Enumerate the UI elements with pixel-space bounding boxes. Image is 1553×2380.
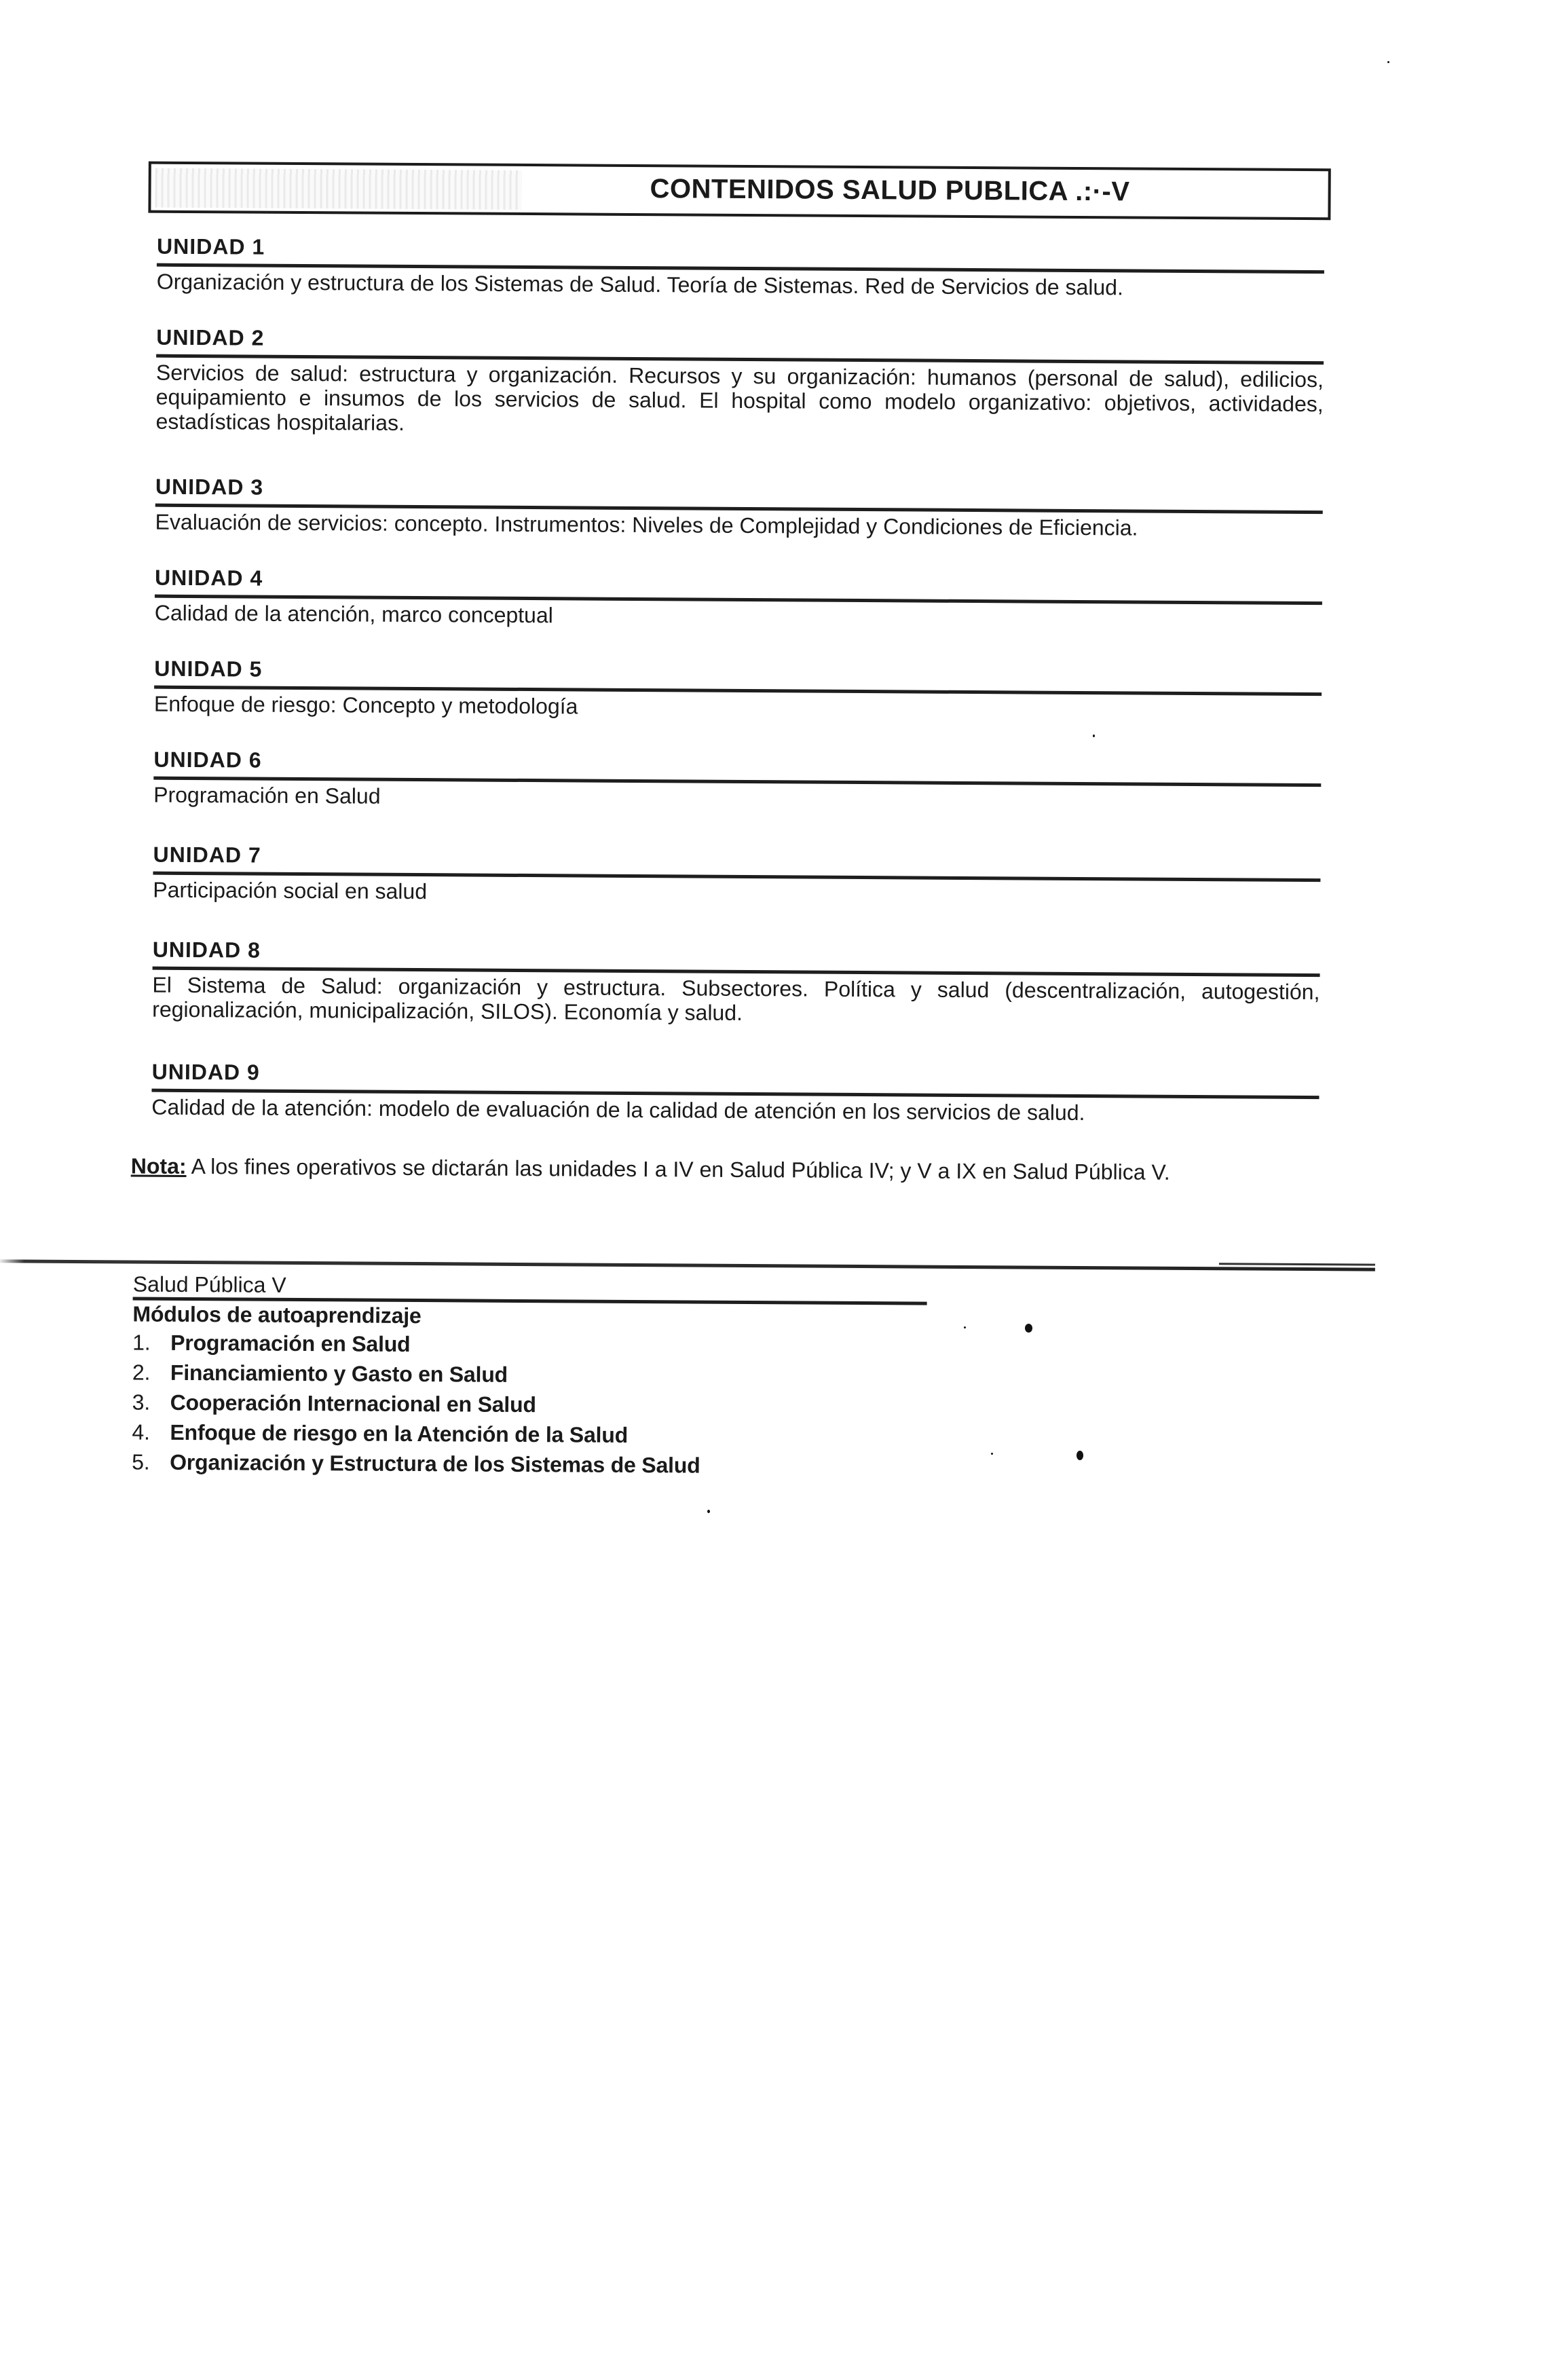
- unit-2: [155, 325, 1324, 441]
- unit-heading: UNIDAD 4: [155, 565, 263, 591]
- list-item: [132, 1447, 946, 1481]
- list-item-number: 1.: [132, 1330, 151, 1355]
- scan-speck: [1387, 61, 1389, 63]
- unit-heading: UNIDAD 3: [155, 474, 264, 500]
- section-separator: [0, 1259, 1375, 1271]
- list-item-number: 3.: [132, 1390, 151, 1415]
- list-item-number: 2.: [132, 1360, 151, 1385]
- list-item-label: Enfoque de riesgo en la Atención de la Salud: [170, 1419, 629, 1447]
- scan-speck: [1025, 1324, 1032, 1333]
- unit-body: El Sistema de Salud: organización y estructura. Subsectores. Política y salud (descentralización, autogestión, regionalización, municipalización, SILOS). Economía y salud.: [152, 972, 1320, 1025]
- list-item-label: Programación en Salud: [170, 1330, 411, 1356]
- page-title: CONTENIDOS SALUD PUBLICA .:·-V: [650, 174, 1130, 207]
- unit-body: Evaluación de servicios: concepto. Instrumentos: Niveles de Complejidad y Condiciones de Eficiencia.: [155, 509, 1138, 540]
- unit-6: [153, 747, 1322, 815]
- scan-speck: [1093, 735, 1095, 737]
- unit-8: [152, 937, 1320, 1029]
- modules-title: Salud Pública V: [132, 1271, 286, 1297]
- list-item: [132, 1357, 947, 1392]
- unit-body: Programación en Salud: [153, 782, 381, 808]
- unit-5: [154, 656, 1322, 724]
- list-item-number: 4.: [132, 1419, 150, 1445]
- modules-list: [132, 1327, 947, 1481]
- unit-1: [157, 234, 1325, 301]
- unit-heading: UNIDAD 5: [154, 656, 263, 682]
- unit-4: [155, 565, 1323, 633]
- unit-heading: UNIDAD 2: [156, 324, 265, 350]
- unit-body: Participación social en salud: [153, 877, 428, 904]
- list-item-number: 5.: [132, 1449, 150, 1474]
- unit-heading: UNIDAD 9: [151, 1059, 260, 1085]
- unit-heading: UNIDAD 7: [153, 842, 261, 868]
- unit-body: Organización y estructura de los Sistemas de Salud. Teoría de Sistemas. Red de Servicios de salud.: [156, 269, 1124, 300]
- unit-body: Calidad de la atención, marco conceptual: [154, 600, 553, 628]
- list-item: [132, 1327, 947, 1362]
- unit-body: Calidad de la atención: modelo de evaluación de la calidad de atención en los servicios de salud.: [151, 1094, 1085, 1126]
- list-item: [132, 1417, 946, 1451]
- scan-speck: [991, 1453, 993, 1455]
- unit-9: [151, 1060, 1320, 1127]
- list-item-label: Cooperación Internacional en Salud: [170, 1390, 536, 1417]
- title-box: [148, 162, 1330, 221]
- unit-heading: UNIDAD 1: [156, 234, 265, 259]
- modules-subtitle: Módulos de autoaprendizaje: [132, 1301, 422, 1328]
- modules-section: [132, 1271, 948, 1481]
- unit-body: Servicios de salud: estructura y organización. Recursos y su organización: humanos (personal de salud), edilicios, equipamiento e insumos de los servicios de salud. El hospital como modelo organizativo: objetivos, actividades, estadísticas hospitalarias.: [155, 360, 1324, 435]
- unit-heading: UNIDAD 8: [152, 937, 261, 963]
- note-text: A los fines operativos se dictarán las unidades I a IV en Salud Pública IV; y V a IX en Salud Pública V.: [191, 1154, 1170, 1185]
- list-item-label: Organización y Estructura de los Sistemas de Salud: [170, 1449, 700, 1478]
- scan-smudge: [155, 168, 521, 210]
- section-separator-tail: [1219, 1263, 1375, 1265]
- scan-speck: [964, 1326, 966, 1328]
- list-item-label: Financiamiento y Gasto en Salud: [170, 1360, 508, 1387]
- unit-7: [153, 842, 1321, 910]
- scan-speck: [707, 1510, 710, 1513]
- scan-speck: [1077, 1451, 1083, 1460]
- note: [131, 1154, 1300, 1185]
- unit-body: Enfoque de riesgo: Concepto y metodología: [153, 691, 578, 719]
- unit-heading: UNIDAD 6: [153, 747, 262, 773]
- list-item: [132, 1387, 947, 1421]
- unit-3: [155, 475, 1324, 542]
- note-label: Nota:: [130, 1153, 187, 1178]
